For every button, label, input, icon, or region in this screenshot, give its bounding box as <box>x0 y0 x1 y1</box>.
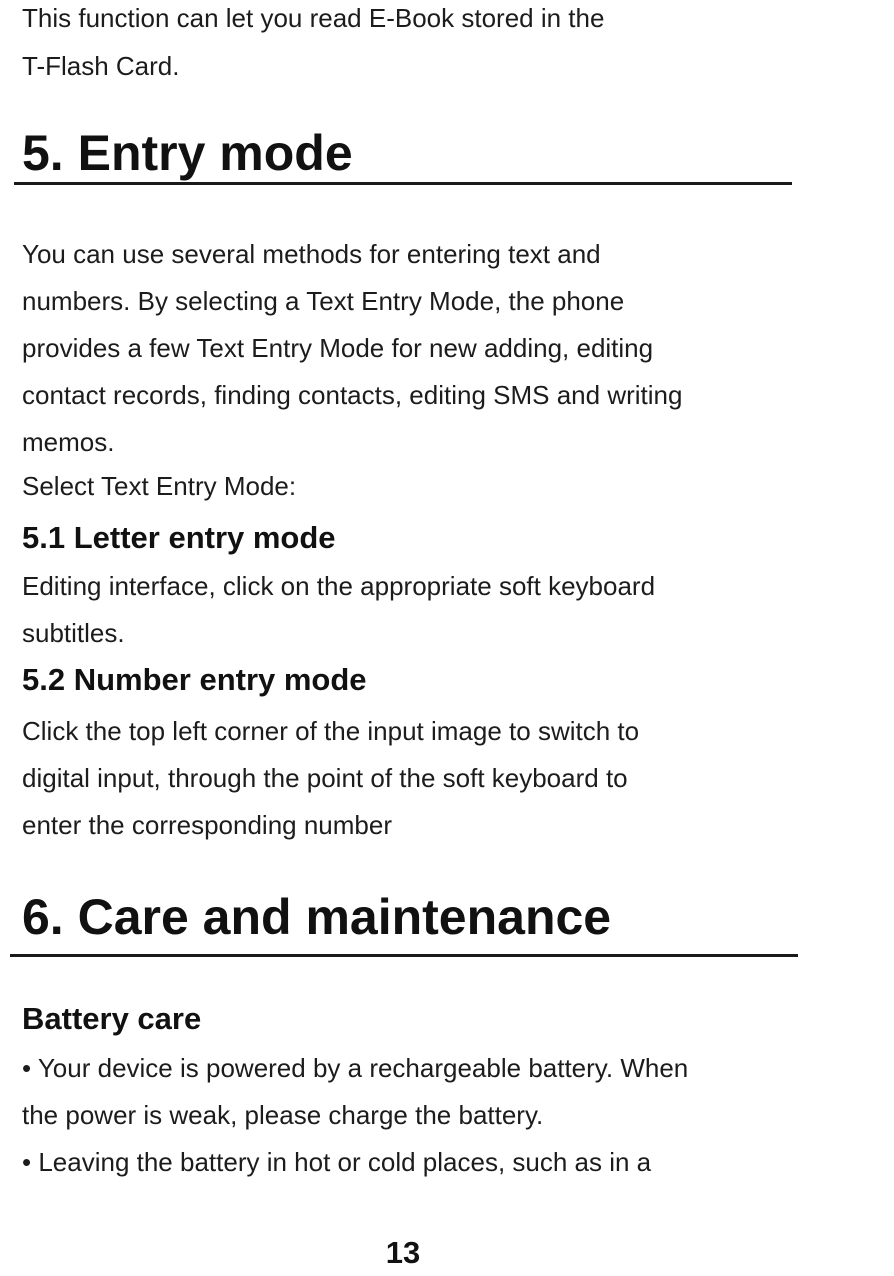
subsection-5-1-heading: 5.1 Letter entry mode <box>22 520 336 555</box>
section-6-rule <box>10 954 798 957</box>
text-line: Select Text Entry Mode: <box>22 471 297 501</box>
text-line: provides a few Text Entry Mode for new adding, editing <box>22 333 654 363</box>
text-line: the power is weak, please charge the battery. <box>22 1100 544 1130</box>
text-line: contact records, finding contacts, editing SMS and writing <box>22 380 683 410</box>
section-6-title: 6. Care and maintenance <box>22 889 612 945</box>
subsection-5-2-heading: 5.2 Number entry mode <box>22 662 367 697</box>
section-5-title: 5. Entry mode <box>22 125 353 181</box>
text-line: Click the top left corner of the input image to switch to <box>22 716 640 746</box>
text-line: enter the corresponding number <box>22 810 393 840</box>
text-line: T-Flash Card. <box>22 51 180 81</box>
battery-care-heading: Battery care <box>22 1001 202 1036</box>
text-line: • Your device is powered by a rechargeable battery. When <box>22 1053 689 1083</box>
text-line: • Leaving the battery in hot or cold places, such as in a <box>22 1147 652 1177</box>
subsection-5-1-paragraph <box>22 563 655 657</box>
text-line: numbers. By selecting a Text Entry Mode, the phone <box>22 286 625 316</box>
text-line: subtitles. <box>22 618 125 648</box>
subsection-5-2-paragraph <box>22 708 639 849</box>
text-line: digital input, through the point of the soft keyboard to <box>22 763 628 793</box>
text-line: This function can let you read E-Book stored in the <box>22 3 605 33</box>
text-line: You can use several methods for entering text and <box>22 239 601 269</box>
section-5-paragraph <box>22 231 682 506</box>
section-5-rule <box>14 182 792 185</box>
text-line: Editing interface, click on the appropriate soft keyboard <box>22 571 656 601</box>
text-line: memos. <box>22 427 115 457</box>
battery-care-paragraph <box>22 1045 688 1186</box>
intro-paragraph <box>22 0 604 90</box>
page-number: 13 <box>385 1235 421 1270</box>
